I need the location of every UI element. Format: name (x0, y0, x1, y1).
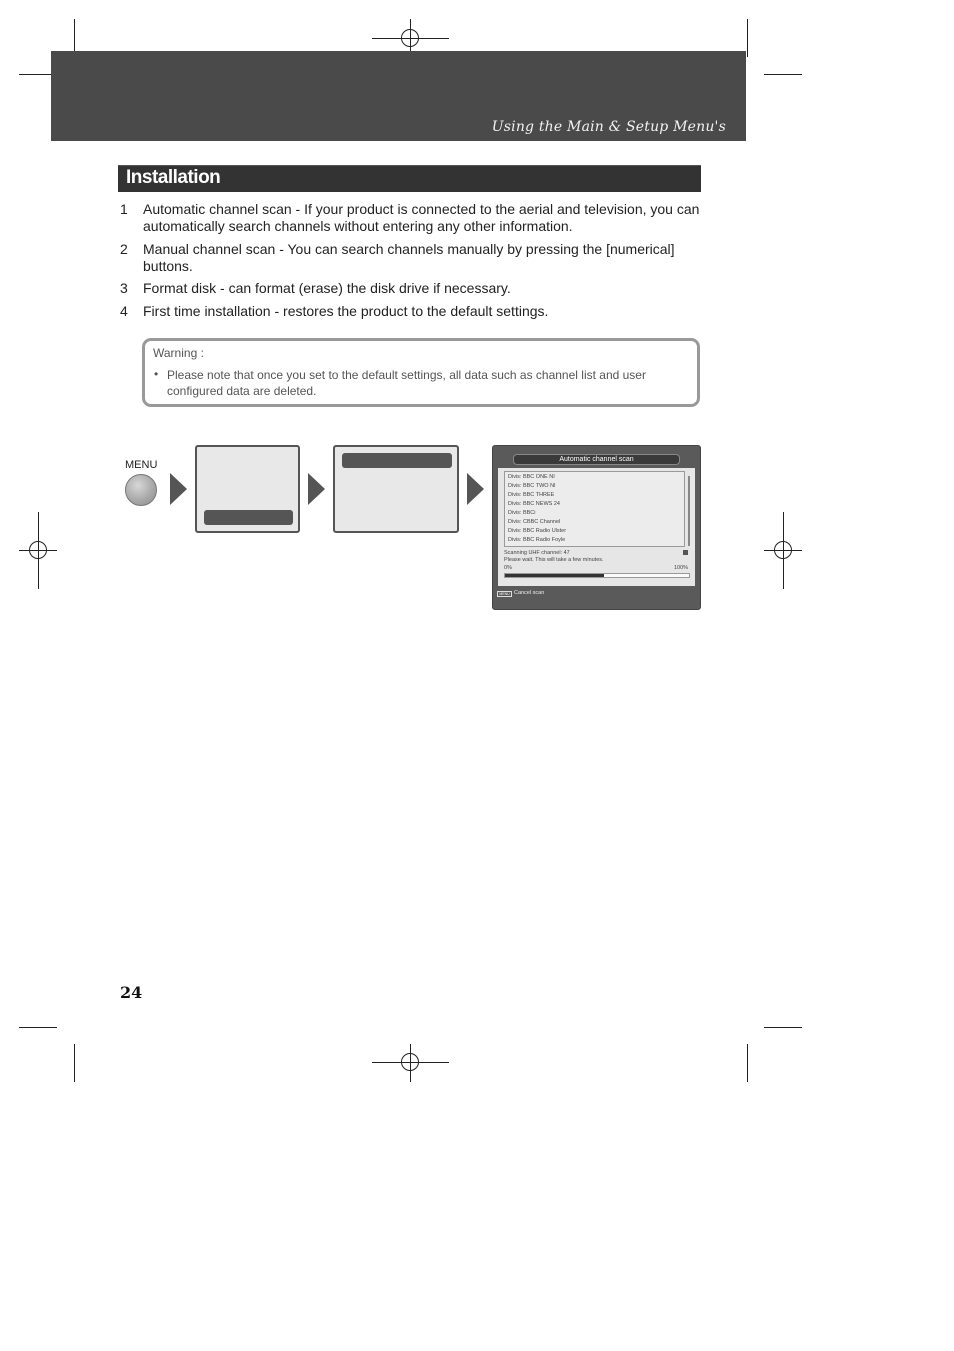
progress-bar (504, 573, 690, 578)
crop-mark (747, 19, 748, 57)
menu-button-icon (125, 474, 157, 506)
progress-min-label: 0% (504, 565, 512, 571)
crop-mark (747, 1044, 748, 1082)
progress-max-label: 100% (674, 565, 689, 571)
item-text: First time installation - restores the product to the default settings. (143, 303, 549, 319)
arrow-right-icon (467, 473, 484, 505)
channel-item: Divis: BBC Radio Foyle (508, 537, 566, 543)
progress-fill (505, 574, 604, 577)
list-scrollbar (688, 476, 690, 546)
channel-item: Divis: CBBC Channel (508, 519, 561, 525)
cancel-scan-label: Cancel scan (514, 590, 545, 596)
scan-title-bar (513, 454, 680, 465)
arrow-right-icon (170, 473, 187, 505)
item-number: 3 (120, 280, 128, 296)
crop-mark (764, 1027, 802, 1028)
item-number: 1 (120, 201, 128, 217)
scan-title: Automatic channel scan (559, 456, 634, 463)
channel-item: Divis: BBC THREE (508, 492, 555, 498)
registration-mark (29, 541, 47, 559)
arrow-right-icon (308, 473, 325, 505)
crop-mark (764, 74, 802, 75)
menu-key-icon: MENU (497, 591, 512, 597)
channel-list (504, 471, 685, 547)
warning-text: Please note that once you set to the default settings, all data such as channel list and user configured data are deleted. (167, 368, 646, 398)
crop-mark (19, 1027, 57, 1028)
channel-item: Divis: BBC Radio Ulster (508, 528, 567, 534)
page-number: 24 (120, 983, 143, 1002)
scan-screen (492, 445, 701, 610)
chapter-title: Using the Main & Setup Menu's (491, 119, 726, 135)
channel-item: Divis: BBC NEWS 24 (508, 501, 560, 507)
scan-wait-message: Please wait. This will take a few minutes. (504, 557, 604, 563)
channel-item: Divis: BBCi (508, 510, 536, 516)
header-band (51, 51, 746, 141)
registration-mark (401, 29, 419, 47)
warning-box (142, 338, 700, 407)
crop-mark (74, 1044, 75, 1082)
item-text: Manual channel scan - You can search channels manually by pressing the [numerical] buttons. (143, 241, 675, 274)
channel-item: Divis: BBC ONE NI (508, 474, 555, 480)
scan-status: Scanning UHF channel: 47 (504, 550, 570, 556)
item-text: Format disk - can format (erase) the disk drive if necessary. (143, 280, 511, 296)
scan-panel (498, 468, 695, 586)
highlighted-menu-item (204, 510, 293, 525)
section-title: Installation (126, 167, 221, 188)
item-number: 4 (120, 303, 128, 319)
scan-indicator-icon (683, 550, 688, 555)
registration-mark (401, 1053, 419, 1071)
item-number: 2 (120, 241, 128, 257)
warning-label: Warning : (153, 346, 204, 360)
submenu-screen (333, 445, 459, 533)
bullet-icon: • (154, 367, 159, 381)
menu-screen (195, 445, 300, 533)
highlighted-menu-item (342, 453, 452, 468)
channel-item: Divis: BBC TWO NI (508, 483, 556, 489)
menu-label: MENU (125, 459, 158, 471)
registration-mark (774, 541, 792, 559)
item-text: Automatic channel scan - If your product is connected to the aerial and television, you can automatically search channels without entering any other information. (143, 201, 700, 234)
section-title-bar (118, 165, 701, 192)
